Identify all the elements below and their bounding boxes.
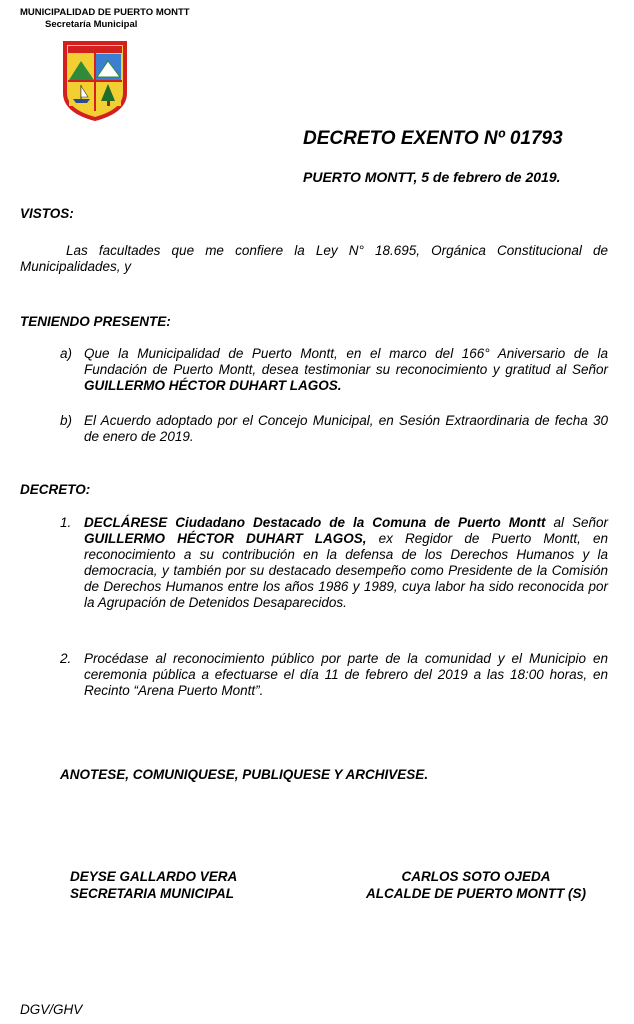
- article-1-declaration: DECLÁRESE Ciudadano Destacado de la Comuna de Puerto Montt: [84, 515, 546, 530]
- article-1-marker: 1.: [60, 515, 72, 530]
- item-a-marker: a): [60, 346, 73, 361]
- mayor-name: CARLOS SOTO OJEDA: [401, 869, 551, 884]
- signature-mayor: [356, 868, 596, 902]
- municipality-name: MUNICIPALIDAD DE PUERTO MONTT: [20, 7, 190, 18]
- teniendo-heading: TENIENDO PRESENTE:: [20, 314, 171, 329]
- coat-of-arms-icon: [63, 41, 127, 126]
- vistos-heading: VISTOS:: [20, 206, 74, 221]
- department-name: Secretaría Municipal: [45, 19, 138, 30]
- article-2-text: Procédase al reconocimiento público por parte de la comunidad y el Municipio en ceremonia pública a efectuarse el día 11 de febrero del 2019 a las 18:00 horas, en Recinto “Arena Puerto Montt”.: [84, 651, 608, 698]
- article-2-marker: 2.: [60, 651, 72, 666]
- decree-title: DECRETO EXENTO Nº 01793: [303, 128, 563, 149]
- secretary-name: DEYSE GALLARDO VERA: [70, 869, 238, 884]
- article-1-name: GUILLERMO HÉCTOR DUHART LAGOS,: [84, 531, 367, 546]
- item-a-text: [84, 346, 608, 394]
- vistos-text: Las facultades que me confiere la Ley N° 18.695, Orgánica Constitucional de Municipalidades, y: [20, 243, 608, 274]
- item-b-text: El Acuerdo adoptado por el Concejo Municipal, en Sesión Extraordinaria de fecha 30 de enero de 2019.: [84, 413, 608, 444]
- article-1-body: ex Regidor de Puerto Montt, en reconocimiento a su contribución en la defensa de los Derechos Humanos y la democracia, y también por su destacado desempeño como Presidente de la Comisión de Derechos Humanos entre los años 1986 y 1989, cuya labor ha sido reconocida por la Agrupación de Detenidos Desaparecidos.: [84, 531, 608, 610]
- signature-secretary: [70, 868, 237, 902]
- article-1-connector: al Señor: [545, 515, 608, 530]
- item-b-marker: b): [60, 413, 73, 428]
- closing-formula: ANOTESE, COMUNIQUESE, PUBLIQUESE Y ARCHIVESE.: [60, 767, 429, 782]
- item-a-name: GUILLERMO HÉCTOR DUHART LAGOS.: [84, 378, 342, 393]
- article-1-text: [84, 515, 608, 611]
- decreto-heading: DECRETO:: [20, 482, 91, 497]
- item-a-plain: Que la Municipalidad de Puerto Montt, en el marco del 166° Aniversario de la Fundación de Puerto Montt, desea testimoniar su reconocimiento y gratitud al Señor: [84, 346, 608, 377]
- place-date: PUERTO MONTT, 5 de febrero de 2019.: [303, 169, 561, 185]
- mayor-role: ALCALDE DE PUERTO MONTT (S): [365, 886, 586, 901]
- initials: DGV/GHV: [20, 1002, 83, 1017]
- secretary-role: SECRETARIA MUNICIPAL: [70, 886, 234, 901]
